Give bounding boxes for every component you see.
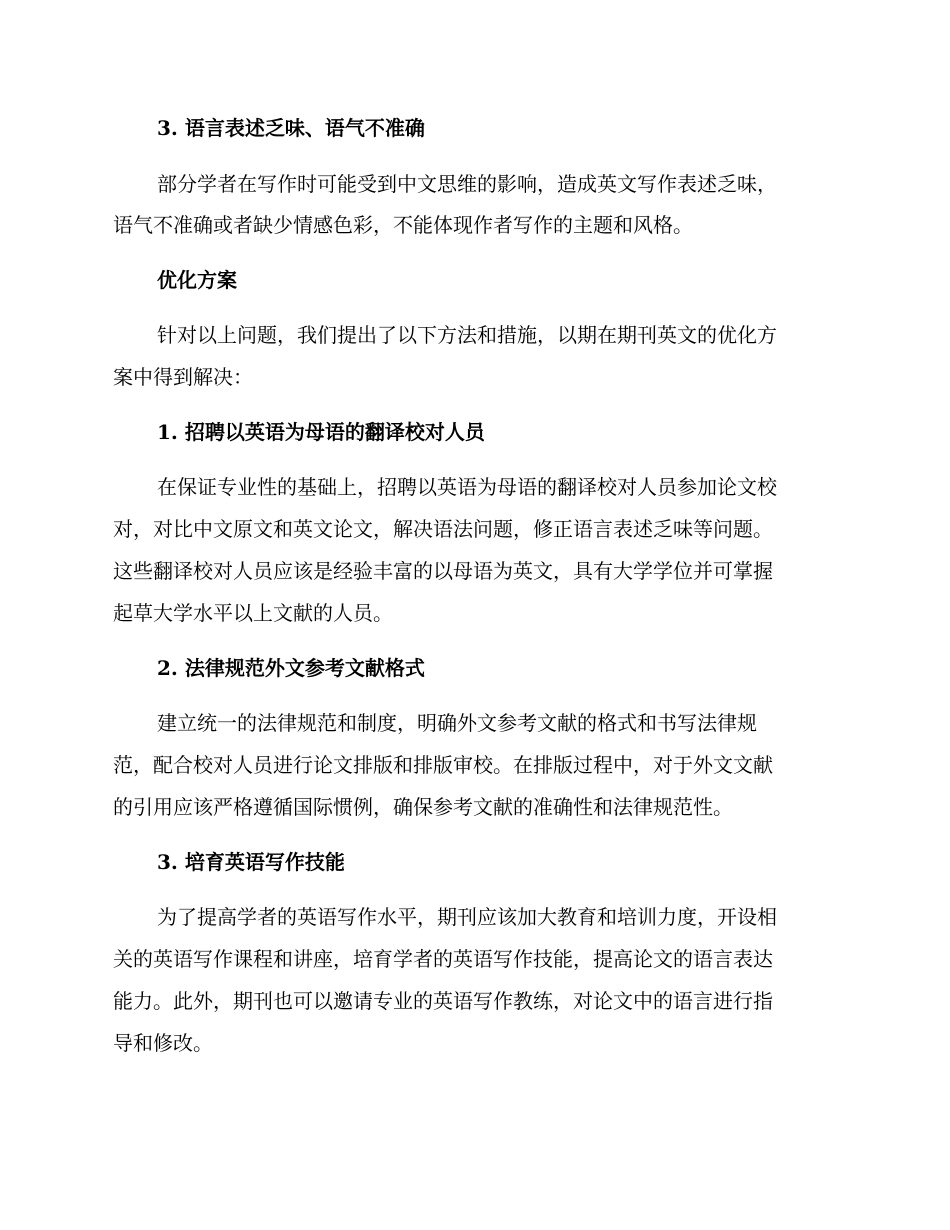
section-heading: 2. 法律规范外文参考文献格式 (157, 656, 425, 680)
paragraph-line: 关的英语写作课程和讲座，培育学者的英语写作技能，提高论文的语言表达 (113, 947, 773, 971)
paragraph-line: 针对以上问题，我们提出了以下方法和措施，以期在期刊英文的优化方 (157, 323, 777, 347)
paragraph-line: 这些翻译校对人员应该是经验丰富的以母语为英文，具有大学学位并可掌握 (113, 559, 773, 583)
section-heading: 3. 语言表述乏味、语气不准确 (157, 116, 425, 140)
section-heading: 优化方案 (157, 268, 237, 292)
paragraph-line: 建立统一的法律规范和制度，明确外文参考文献的格式和书写法律规 (157, 711, 757, 735)
section-heading: 3. 培育英语写作技能 (157, 850, 345, 874)
paragraph-line: 起草大学水平以上文献的人员。 (113, 601, 393, 625)
paragraph-line: 能力。此外，期刊也可以邀请专业的英语写作教练，对论文中的语言进行指 (113, 989, 773, 1013)
paragraph-line: 在保证专业性的基础上，招聘以英语为母语的翻译校对人员参加论文校 (157, 475, 777, 499)
paragraph-line: 语气不准确或者缺少情感色彩，不能体现作者写作的主题和风格。 (113, 213, 693, 237)
paragraph-line: 的引用应该严格遵循国际惯例，确保参考文献的准确性和法律规范性。 (113, 795, 733, 819)
paragraph-line: 部分学者在写作时可能受到中文思维的影响，造成英文写作表述乏味， (157, 172, 777, 196)
paragraph-line: 案中得到解决： (113, 365, 253, 389)
section-heading: 1. 招聘以英语为母语的翻译校对人员 (157, 420, 485, 444)
paragraph-line: 范，配合校对人员进行论文排版和排版审校。在排版过程中，对于外文文献 (113, 753, 773, 777)
paragraph-line: 为了提高学者的英语写作水平，期刊应该加大教育和培训力度，开设相 (157, 905, 777, 929)
paragraph-line: 导和修改。 (113, 1031, 213, 1055)
paragraph-line: 对，对比中文原文和英文论文，解决语法问题，修正语言表述乏味等问题。 (113, 517, 773, 541)
